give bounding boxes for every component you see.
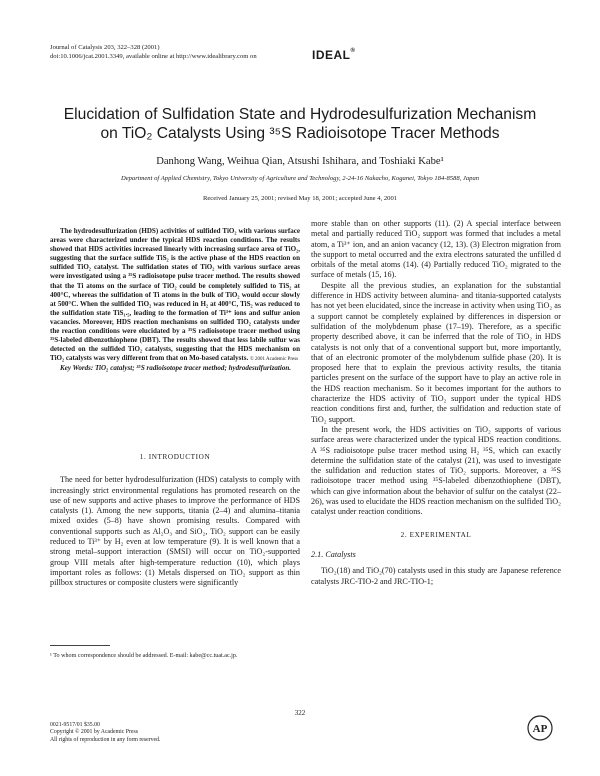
body-paragraph-4: TiO₂(18) and TiO₂(70) catalysts used in this study are Japanese reference catalysts JRC-TIO-2 and JRC-TIO-1; <box>311 566 561 586</box>
journal-citation <box>50 43 257 61</box>
intro-paragraph: The need for better hydrodesulfurization (HDS) catalysts to comply with increasingly strict environmental regulations has promoted research on the use of new supports and active phases to improve the performance of HDS catalysts (1). Among the new supports, titania (2–4) and alumina–titania mixed oxides (5–8) have shown promising results. Compared with conventional supports such as Al₂O₃ and SiO₂, TiO₂ support can be easily reduced to Ti³⁺ by H₂ even at low temperature (9). It is well known that a strong metal–support interaction (SMSI) will occur on TiO₂-supported group VIII metals after high-temperature reduction (10), which plays important roles as follows: (1) Metals dispersed on TiO₂ support as thin pillbox structures or composite clusters were significantly <box>50 475 300 588</box>
intro-heading: 1. INTRODUCTION <box>139 453 211 461</box>
experimental-heading: 2. EXPERIMENTAL <box>400 530 472 539</box>
ideal-logo-mark: ® <box>350 48 356 54</box>
publisher-logo-text: AP <box>532 723 548 735</box>
body-paragraph-2: Despite all the previous studies, an explanation for the substantial difference in HDS activity between alumina- and titania-supported catalysts has not yet been elucidated, since the increase in activity when using TiO₂ as a support cannot be completely explained by differences in dispersion or sulfidation of the molybdenum phase (17–19). Therefore, as a specific property described above, it can be inferred that the role of TiO₂ in HDS catalysts is not only that of a conventional support but, more importantly, that of an electronic promoter of the molybdenum sulfide phase (20). It is proposed here that to explain the previous activity results, the titania particles present on the surface of the support have to play an active role in the HDS reaction mechanism. So it becomes important for the authors to characterize the HDS activity of TiO₂ support under the typical HDS reaction conditions first and, further, the sulfidation and reduction state of TiO₂ support. <box>311 280 561 424</box>
received-dates: Received January 25, 2001; revised May 18, 2001; accepted June 4, 2001 <box>202 195 398 202</box>
article-title <box>30 105 570 143</box>
affiliation: Department of Applied Chemistry, Tokyo University of Agriculture and Technology, 2-24-16 Nakacho, Koganei, Tokyo 184-8588, Japan <box>120 175 480 182</box>
copyright-rights: All rights of reproduction in any form reserved. <box>50 736 161 743</box>
footnote-rule <box>50 645 110 646</box>
abstract-text: The hydrodesulfurization (HDS) activities of sulfided TiO₂ with various surface areas were characterized under the typical HDS reaction conditions. The results showed that HDS activities increased linearly with increasing surface area of TiO₂, suggesting that the surface sulfide TiS₂ is the active phase of the HDS reaction on sulfided TiO₂ catalyst. The sulfidation states of TiO₂ with various surface areas were investigated using a ³⁵S radioisotope pulse tracer method. The results showed that the Ti atoms on the surface of TiO₂ could be completely sulfided to TiS₂ at 400°C, whereas the sulfidation of Ti atoms in the bulk of TiO₂ would occur slowly at 500°C. When the sulfided TiO₂ was reduced in H₂ at 400°C, TiS₂ was reduced to the sulfidation state TiS₁.₅, leading to the formation of Ti³⁺ ions and sulfur anion vacancies. Moreover, HDS reaction mechanisms on sulfided TiO₂ catalysts under the reaction conditions were elucidated by a ³⁵S radioisotope tracer method using ³⁵S-labeled dibenzothiophene (DBT). The results showed that less labile sulfur was detected on the sulfided TiO₂ catalysts, suggesting that the HDS mechanism on TiO₂ catalysts was very different from that on Mo-based catalysts. <box>50 227 300 363</box>
journal-citation-line: Journal of Catalysis 203, 322–328 (2001) <box>50 44 160 51</box>
right-column <box>311 219 561 587</box>
body-paragraph-3: In the present work, the HDS activities on TiO₂ supports of various surface areas were characterized under the typical HDS reaction conditions. A ³⁵S radioisotope pulse tracer method using H₂ ³⁵S, which can exactly determine the sulfidation state of the catalyst (21), was used to investigate the sulfidation and reduction states of TiO₂ supports. Moreover, a ³⁵S radioisotope tracer method using ³⁵S-labeled dibenzothiophene (DBT), which can give information about the behavior of sulfur on the catalyst (22–26), was used to elucidate the HDS reaction mechanism on the sulfided TiO₂ catalyst under reaction conditions. <box>311 424 561 517</box>
abstract-copyright: © 2001 Academic Press <box>250 357 299 363</box>
footnote: ¹ To whom correspondence should be addressed. E-mail: kabe@cc.tuat.ac.jp. <box>50 653 238 659</box>
author-list: Danhong Wang, Weihua Qian, Atsushi Ishihara, and Toshiaki Kabe¹ <box>156 156 444 167</box>
ideal-logo-text: IDEAL <box>312 48 351 62</box>
title-line-2: on TiO₂ Catalysts Using ³⁵S Radioisotope Tracer Methods <box>100 125 500 142</box>
ideal-logo[interactable] <box>312 48 355 62</box>
academic-press-logo <box>527 715 553 741</box>
copyright-holder: Copyright © 2001 by Academic Press <box>50 729 138 736</box>
copyright-block <box>50 722 160 744</box>
body-paragraph-1: more stable than on other supports (11). (2) A special interface between metal and partially reduced TiO₂ support was formed that includes a metal atom, a Ti³⁺ ion, and an anion vacancy (12, 13). (3) Electron migration from the support to metal occurred and the extra electrons saturated the unfilled d orbitals of the metal atoms (14). (4) Partially reduced TiO₂ migrated to the surface of metals (15, 16). <box>311 219 561 280</box>
copyright-price: 0021-9517/01 $35.00 <box>50 722 100 728</box>
title-line-1: Elucidation of Sulfidation State and Hydrodesulfurization Mechanism <box>63 106 537 123</box>
abstract <box>50 227 300 374</box>
catalysts-heading: 2.1. Catalysts <box>311 549 356 559</box>
page-number: 322 <box>294 709 306 717</box>
journal-doi-line[interactable]: doi:10.1006/jcat.2001.3349, available online at http://www.idealibrary.com on <box>50 53 257 60</box>
introduction <box>50 452 300 589</box>
keywords: Key Words: TiO₂ catalyst; ³⁵S radioisotope tracer method; hydrodesulfurization. <box>60 364 292 373</box>
